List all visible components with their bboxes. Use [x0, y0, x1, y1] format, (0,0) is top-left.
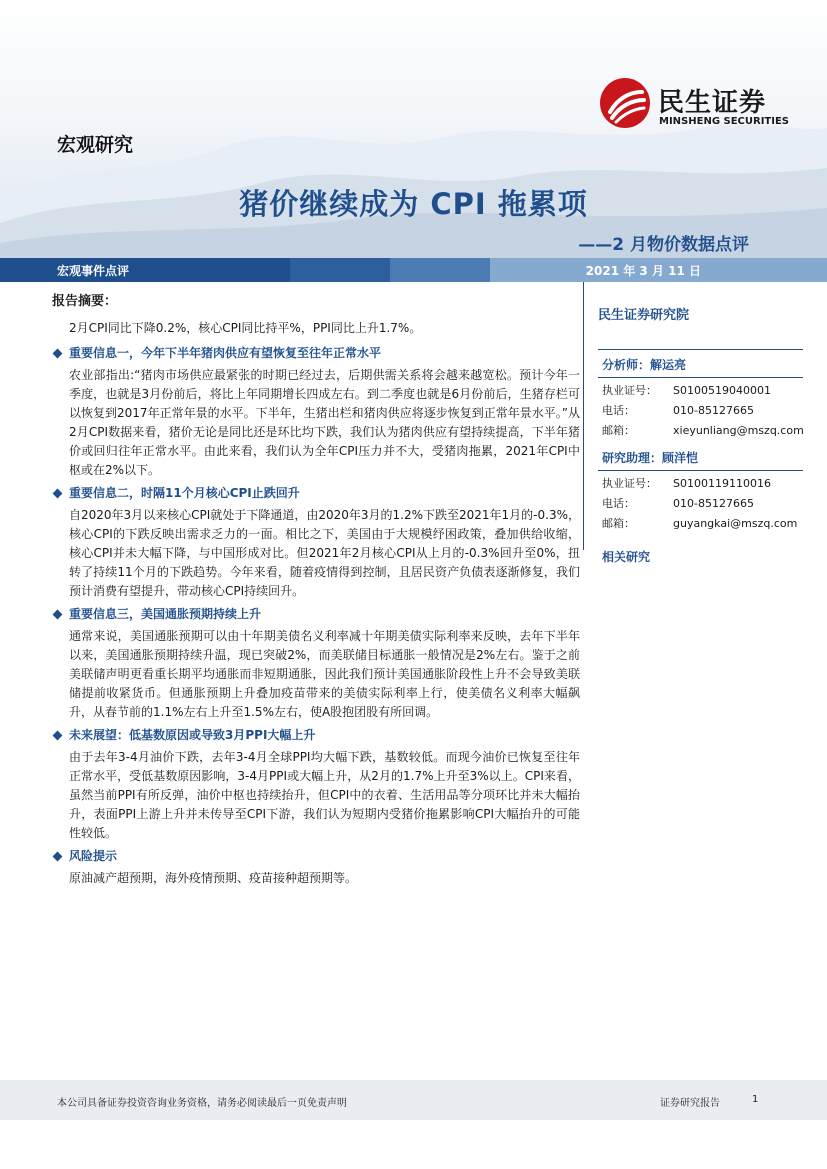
band-segment — [290, 258, 390, 282]
report-title: 猪价继续成为 CPI 拖累项 — [239, 187, 588, 221]
page-number: 1 — [752, 1094, 759, 1105]
diamond-bullet-icon — [53, 610, 63, 620]
assistant-email-row[interactable]: 邮箱： guyangkai@mszq.com — [602, 517, 798, 530]
section-body: 通常来说，美国通胀预期可以由十年期美债名义利率减十年期美债实际利率来反映，去年下半年以来，美国通胀预期持续升温，现已突破2%，而美联储目标通胀一般情况是2%左右。鉴于之前美联储声明更看重长期平均通胀而非短期通胀，因此我们预计美国通胀阶段性上升不会导致美联储提前收紧货币。但通胀预期上升叠加疫苗带来的美债实际利率上行，使美债名义利率大幅飙升，从春节前的1.1%左右上升至1.5%左右，使A股抱团股有所回调。 — [69, 629, 580, 719]
section-body: 自2020年3月以来核心CPI就处于下降通道，由2020年3月的1.2%下跌至2021年1月的-0.3%，核心CPI的下跌反映出需求乏力的一面。相比之下，美国由于大规模纾困政策，叠加供给收缩，核心CPI并未大幅下降，与中国形成对比。但2021年2月核心CPI从上月的-0.3%回升至0%，扭转了持续11个月的下跌趋势。今年来看，随着疫情得到控制，且居民资产负债表逐渐修复，我们预计消费有望提升，带动核心CPI持续回升。 — [69, 508, 580, 598]
diamond-bullet-icon — [53, 349, 63, 359]
analyst-email-row[interactable]: 邮箱： xieyunliang@mszq.com — [602, 424, 804, 437]
report-date: 2021 年 3 月 11 日 — [585, 264, 701, 278]
section-body: 农业部指出:“猪肉市场供应最紧张的时期已经过去，后期供需关系将会越来越宽松。预计今年一季度，也就是3月份前后，将比上年同期增长四成左右。到二季度也就是6月份前后，生猪存栏可以恢复到2017年正常年景的水平。下半年，生猪出栏和猪肉供应将逐步恢复到正常年景水平。”从2月CPI数据来看，猪价无论是同比还是环比均下跌，我们认为猪肉供应有望持续提高，下半年猪价或回归往年正常水平。由此来看，我们认为全年CPI压力并不大，受猪肉拖累，2021年CPI中枢或在2%以下。 — [69, 368, 580, 477]
related-research-heading: 相关研究 — [602, 550, 651, 564]
logo-english-name: MINSHENG SECURITIES — [659, 116, 789, 127]
analyst-row: 执业证号： S0100519040001 — [602, 384, 771, 397]
abstract-intro: 2月CPI同比下降0.2%，核心CPI同比持平%，PPI同比上升1.7%。 — [69, 321, 422, 335]
abstract-heading: 报告摘要： — [52, 294, 118, 309]
report-type-label: 宏观事件点评 — [57, 264, 130, 278]
sidebar — [598, 300, 803, 565]
abstract-column — [52, 292, 580, 892]
section-heading: 重要信息三，美国通胀预期持续上升 — [52, 605, 580, 624]
footer-report-type: 证券研究报告 — [660, 1098, 720, 1109]
analyst-row: 电话： 010-85127665 — [602, 404, 754, 417]
section-body: 由于去年3-4月油价下跌，去年3-4月全球PPI均大幅下跌，基数较低。而现今油价已恢复至往年正常水平，受低基数原因影响，3-4月PPI或大幅上升，从2月的1.7%上升至3%以上。CPI来看，虽然当前PPI有所反弹，油价中枢也持续抬升，但CPI中的衣着、生活用品等分项环比并未大幅抬升，表面PPI上游上升并未传导至CPI下游，我们认为短期内受猪价拖累影响CPI大幅抬升的可能性较低。 — [69, 750, 580, 840]
diamond-bullet-icon — [53, 489, 63, 499]
logo-chinese-name: 民生证券 — [658, 88, 767, 118]
info-band — [0, 258, 827, 282]
section-body: 原油减产超预期，海外疫情预期、疫苗接种超预期等。 — [69, 871, 358, 885]
analyst-title: 分析师：解运亮 — [598, 350, 803, 378]
section-heading: 风险提示 — [52, 847, 580, 866]
column-divider — [583, 282, 584, 550]
logo-emblem-icon — [600, 78, 650, 128]
assistant-row: 执业证号： S0100119110016 — [602, 477, 771, 490]
brand-logo — [600, 78, 800, 132]
section-heading: 未来展望：低基数原因或导致3月PPI大幅上升 — [52, 726, 580, 745]
section-heading: 重要信息一，今年下半年猪肉供应有望恢复至往年正常水平 — [52, 344, 580, 363]
assistant-title: 研究助理：顾洋恺 — [598, 443, 803, 471]
band-segment — [390, 258, 490, 282]
assistant-row: 电话： 010-85127665 — [602, 497, 754, 510]
section-heading: 重要信息二，时隔11个月核心CPI止跌回升 — [52, 484, 580, 503]
page-footer — [0, 1080, 827, 1120]
diamond-bullet-icon — [53, 731, 63, 741]
report-subtitle: ——2 月物价数据点评 — [578, 235, 749, 255]
institute-name: 民生证券研究院 — [598, 308, 690, 323]
diamond-bullet-icon — [53, 852, 63, 862]
footer-disclaimer: 本公司具备证券投资咨询业务资格，请务必阅读最后一页免责声明 — [57, 1098, 347, 1109]
report-section: 宏观研究 — [57, 134, 134, 156]
